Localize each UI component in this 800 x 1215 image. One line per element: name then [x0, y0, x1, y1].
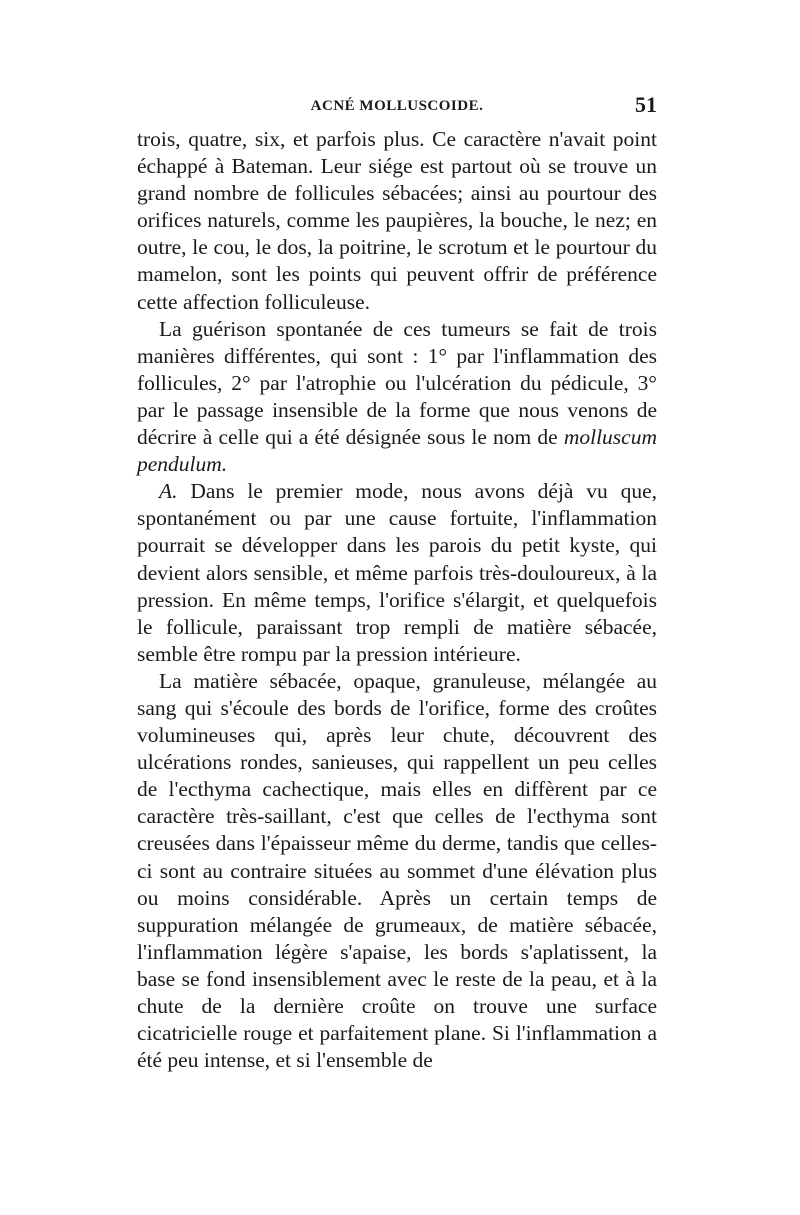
paragraph-text: trois, quatre, six, et parfois plus. Ce caractère n'avait point échappé à Bateman. Leur siége est partout où se trouve un grand nombre de follicules sébacées; ainsi au pourtour des orifices naturels, comme les paupières, la bouche, le nez; en outre, le cou, le dos, la poitrine, le scrotum et le pourtour du mamelon, sont les points qui peuvent offrir de préférence cette affection folliculeuse. — [137, 127, 657, 314]
body-text — [137, 126, 657, 1074]
page-number: 51 — [635, 92, 657, 117]
running-title: ACNÉ MOLLUSCOIDE. — [310, 98, 484, 114]
paragraph-sebaceous-matter — [137, 668, 657, 1074]
book-page — [137, 92, 657, 1074]
paragraph-spontaneous-healing — [137, 316, 657, 479]
italic-term: molluscum pendulum. — [137, 425, 657, 477]
paragraph-text: La guérison spontanée de ces tumeurs se fait de trois manières différentes, qui sont : 1° par l'inflammation des follicules, 2° par l'atrophie ou l'ulcération du pédicule, 3° par le passage insensible de la forme que nous venons de décrire à celle qui a été désignée sous le nom de — [137, 316, 657, 450]
running-head — [137, 92, 657, 122]
paragraph-text: La matière sébacée, opaque, granuleuse, mélangée au sang qui s'écoule des bords de l'orifice, forme des croûtes volumineuses qui, après leur chute, découvrent des ulcérations rondes, sanieuses, qui rappellent un peu celles de l'ecthyma cachectique, mais elles en diffèrent par ce caractère très-saillant, c'est que celles de l'ecthyma sont creusées dans l'épaisseur même du derme, tandis que celles-ci sont au contraire situées au sommet d'une élévation plus ou moins considérable. Après un certain temps de suppuration mélangée de grumeaux, de matière sébacée, l'inflammation légère s'apaise, les bords s'aplatissent, la base se fond insensiblement avec le reste de la peau, et à la chute de la dernière croûte on trouve une surface cicatricielle rouge et parfaitement plane. Si l'inflammation a été peu intense, et si l'ensemble de — [137, 668, 657, 1073]
paragraph-continued — [137, 126, 657, 316]
section-marker: A. — [159, 479, 178, 504]
paragraph-text: Dans le premier mode, nous avons déjà vu que, spontanément ou par une cause fortuite, l'inflammation pourrait se développer dans les parois du petit kyste, qui devient alors sensible, et même parfois très-douloureux, à la pression. En même temps, l'orifice s'élargit, et quelquefois le follicule, paraissant trop rempli de matière sébacée, semble être rompu par la pression intérieure. — [137, 479, 657, 666]
paragraph-first-mode — [137, 478, 657, 668]
